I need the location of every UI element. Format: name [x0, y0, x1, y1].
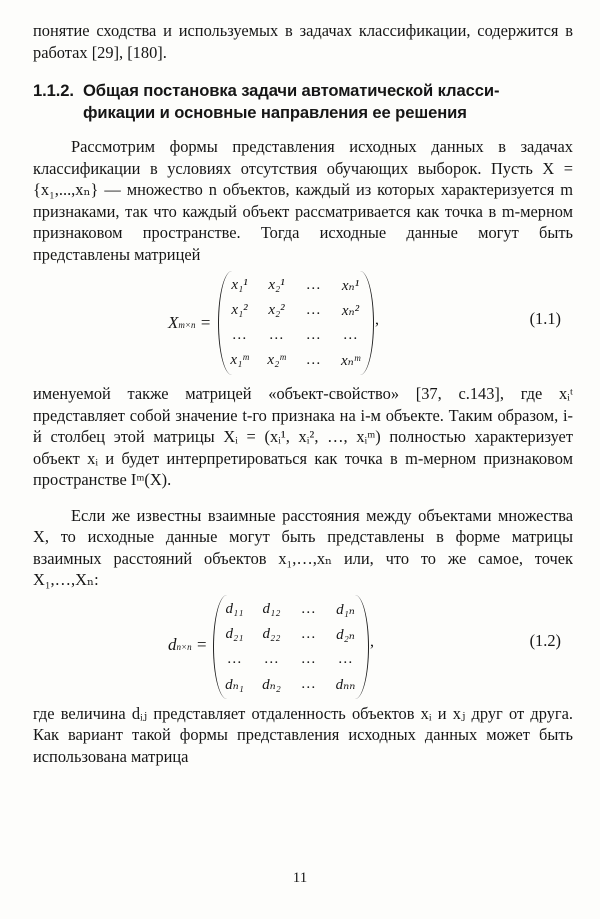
eq1-comma: ,	[375, 311, 379, 328]
eq1-cell: x₁²	[231, 302, 248, 318]
eq2-number: (1.2)	[529, 630, 561, 650]
eq2-lhs-sub: n×n	[176, 641, 192, 652]
eq1-cell: xₙ²	[341, 303, 360, 319]
eq1-row	[221, 323, 371, 348]
eq2-cell: d₁ₙ	[336, 601, 355, 618]
section-title-line1: Общая постановка задачи автоматической класси-	[83, 81, 500, 100]
eq2-lhs-symbol: d	[168, 634, 177, 654]
eq1-row	[221, 348, 371, 373]
eq1-cell: …	[232, 327, 247, 343]
eq2-cell: …	[301, 600, 316, 617]
eq2-lhs: dn×n =	[168, 634, 208, 654]
eq2-cell: …	[264, 650, 279, 667]
eq2-cell: d₂₁	[225, 625, 244, 642]
eq2-cell: dₙ₁	[225, 676, 244, 693]
eq1-cell: xₙᵐ	[341, 353, 360, 369]
equation-1-1	[33, 265, 573, 383]
eq2-cell: …	[301, 650, 316, 667]
eq2-comma: ,	[370, 632, 374, 650]
eq2-row	[216, 622, 366, 647]
eq2-cell: dₙ₂	[262, 676, 281, 693]
eq1-matrix	[218, 271, 374, 375]
eq1-cell: x₂²	[268, 302, 285, 318]
paragraph-intro: понятие сходства и используемых в задачах классификации, содержится в работах [29], [180].	[33, 21, 573, 62]
page-body	[33, 20, 573, 767]
eq1-row	[221, 273, 371, 298]
section-number: 1.1.2.	[33, 81, 74, 100]
eq2-cell: …	[227, 650, 242, 667]
eq2-cell: …	[301, 675, 316, 692]
eq1-cell: …	[306, 302, 321, 318]
eq1-cell: …	[269, 327, 284, 343]
section-title-line2: фикации и основные направления ее решения	[83, 103, 467, 122]
eq2-cell: d₂ₙ	[336, 626, 355, 643]
eq2-cell: …	[301, 625, 316, 642]
eq2-matrix	[213, 595, 369, 699]
eq2-cell: dₙₙ	[335, 676, 356, 693]
eq2-row	[216, 597, 366, 622]
eq2-row	[216, 672, 366, 697]
paragraph-distances: Если же известны взаимные расстояния между объектами множества X, то исходные данные могут быть представлены в форме матрицы взаимных расстояний объектов x₁,…,xₙ или, что то же самое, точек X₁,…,Xₙ:	[33, 505, 573, 589]
eq1-cell: xₙ¹	[341, 278, 360, 294]
eq1-cell: …	[306, 352, 321, 368]
paragraph-distance-value: где величина dᵢⱼ представляет отдаленность объектов xᵢ и xⱼ друг от друга. Как вариант такой формы представления исходных данных может быть использована матрица	[33, 703, 573, 766]
eq1-lhs: Xm×n =	[168, 313, 212, 332]
eq1-cell: …	[306, 277, 321, 293]
eq1-cell: x₁¹	[231, 277, 248, 293]
eq1-cell: x₂ᵐ	[267, 352, 286, 368]
eq1-cell: x₂¹	[268, 277, 285, 293]
paragraph-forms: Рассмотрим формы представления исходных данных в задачах классификации в условиях отсутствия обучающих выборок. Пусть X = {x₁,...,xₙ} — множество n объектов, каждый из которых характеризуется m признаками, так что каждый объект рассматривается как точка в m-мерном признаковом пространстве. Тогда исходные данные могут быть представлены матрицей	[33, 137, 573, 264]
eq2-cell: d₁₁	[225, 600, 244, 617]
eq1-number: (1.1)	[529, 309, 561, 328]
eq1-lhs-sub: m×n	[178, 320, 196, 330]
eq1-cell: x₁ᵐ	[230, 352, 249, 368]
page-number: 11	[292, 870, 308, 886]
eq2-cell: d₂₂	[262, 625, 281, 642]
eq2-row	[216, 647, 366, 672]
eq2-cell: d₁₂	[262, 600, 281, 617]
section-heading	[33, 80, 573, 124]
paragraph-object-property: именуемой также матрицей «объект-свойство» [37, с.143], где xᵢᵗ представляет собой значение t-го признака на i-м объекте. Таким образом, i-й столбец этой матрицы Xᵢ = (xᵢ¹, xᵢ², …, xᵢᵐ) полностью характеризует объект xᵢ и будет интерпретироваться как точка в m-мерном признаковом пространстве Iᵐ(X).	[33, 384, 573, 489]
eq1-cell: …	[306, 327, 321, 343]
eq1-cell: …	[343, 327, 358, 343]
eq2-cell: …	[338, 650, 353, 667]
equation-1-2	[33, 591, 573, 703]
eq1-lhs-symbol: X	[168, 313, 179, 332]
eq1-row	[221, 298, 371, 323]
